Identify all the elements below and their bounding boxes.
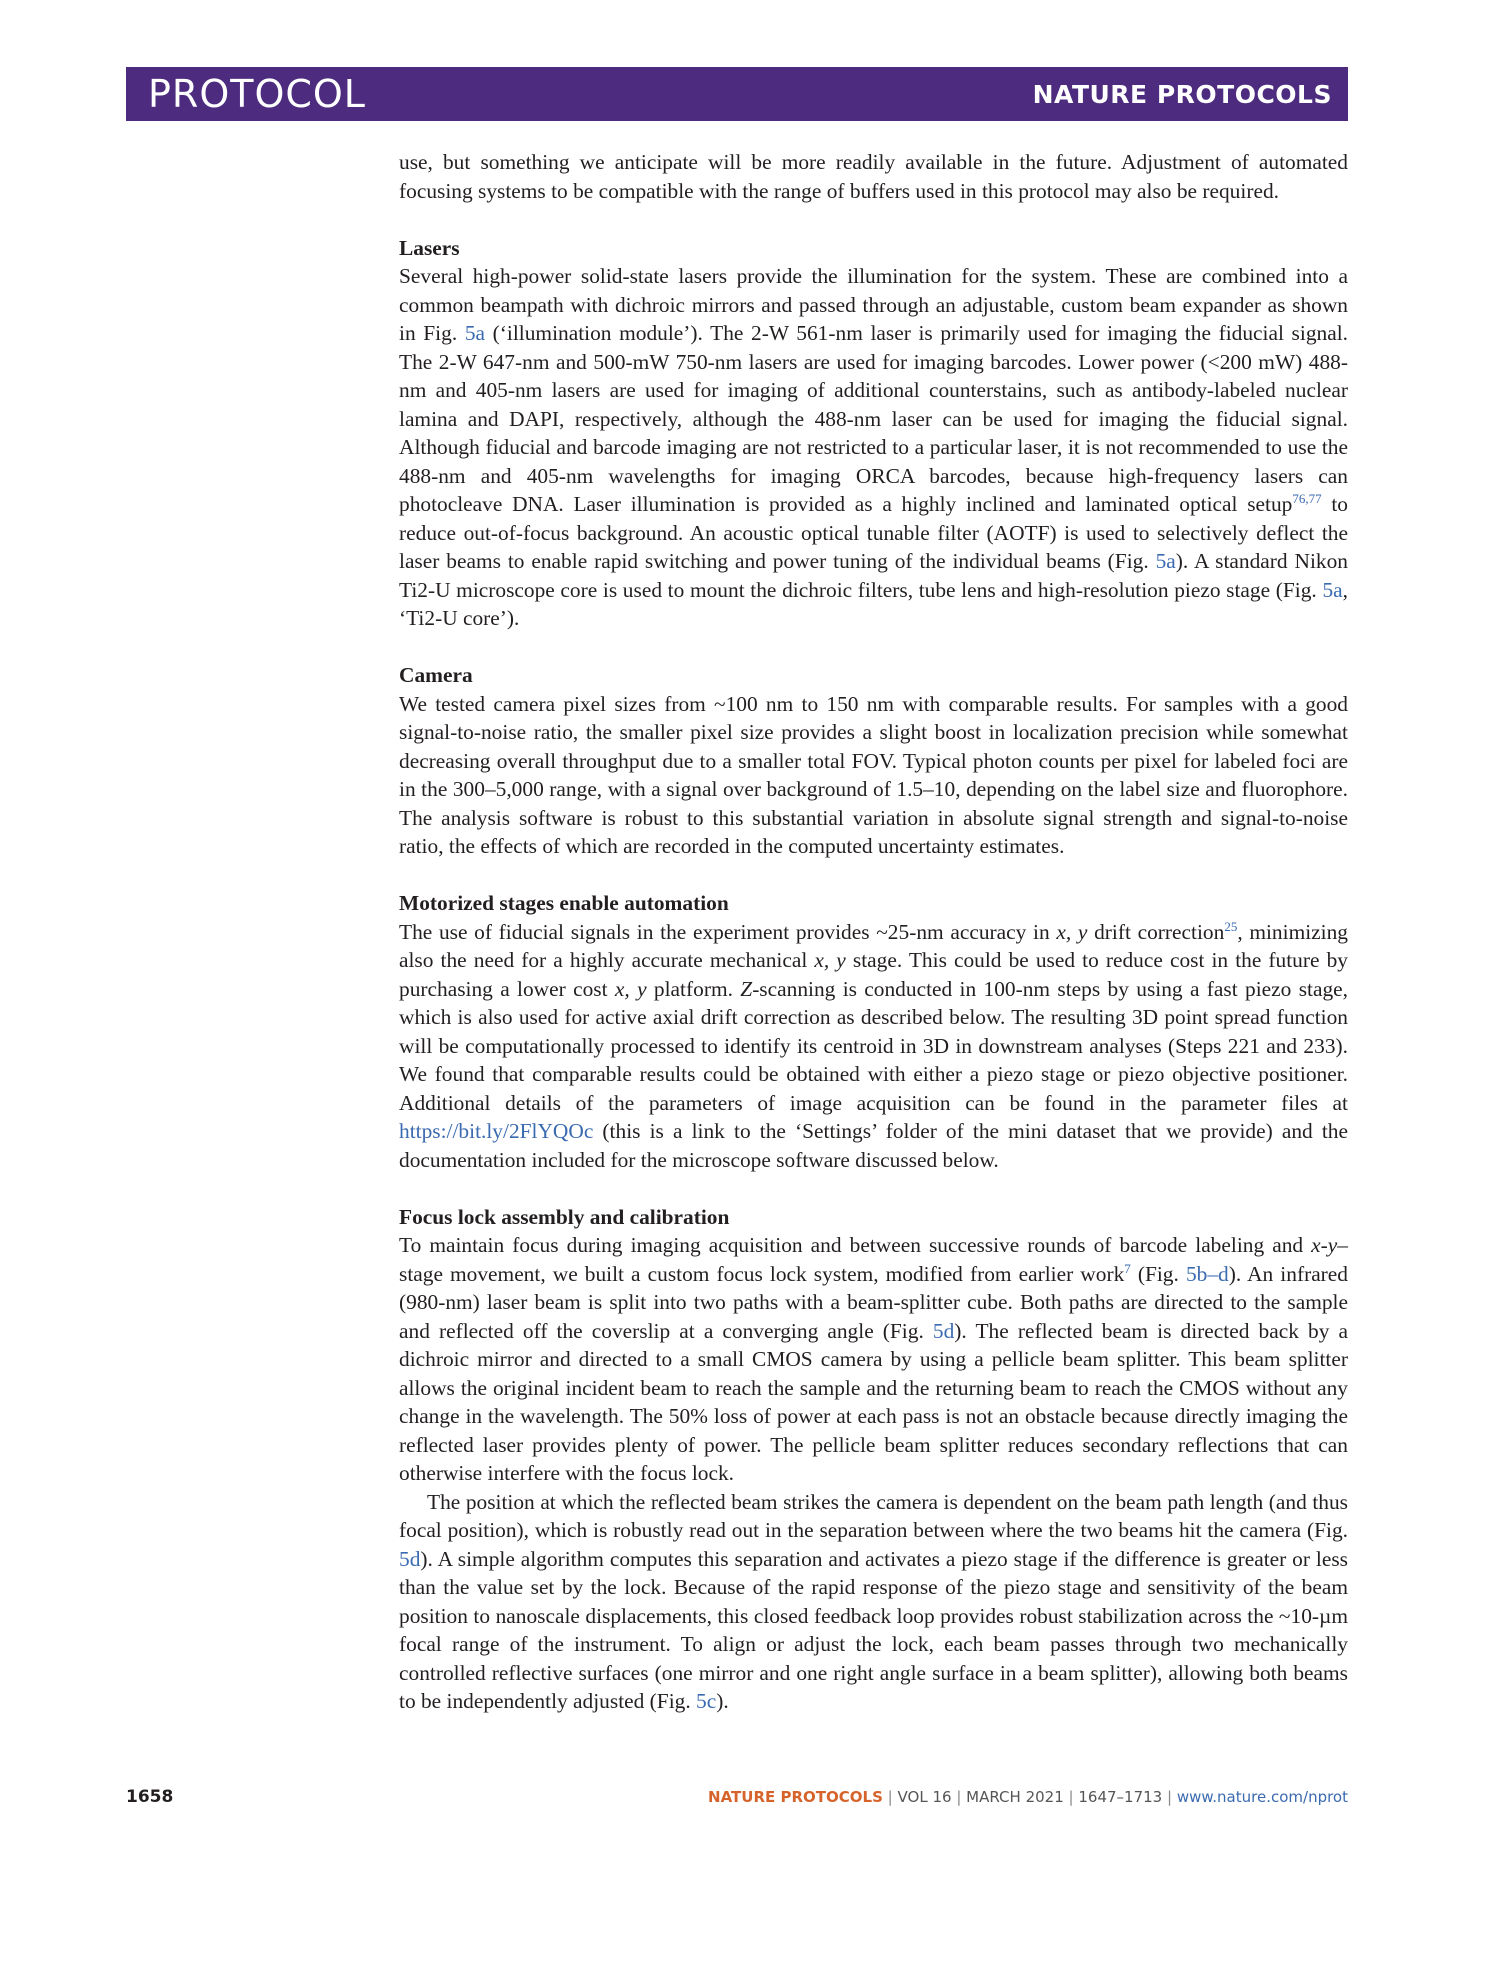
text-run: (Fig. <box>1130 1261 1186 1286</box>
text-run: The use of fiducial signals in the experiment provides ~25-nm accuracy in <box>399 919 1057 944</box>
text-run: , minimizing also the need for a highly accurate mechanical <box>399 919 1348 972</box>
focus-heading: Focus lock assembly and calibration <box>399 1204 730 1229</box>
text-run: -scanning is conducted in 100-nm steps by using a fast piezo stage, which is also used for active axial drift correction as described below. The resulting 3D point spread function will be computationally processed to identify its centroid in 3D in downstream analyses (Steps 221 and 233). We found that comparable results could be obtained with either a piezo stage or piezo objective positioner. Additional details of the parameters of image acquisition can be found in the parameter files at <box>399 976 1348 1115</box>
journal-name: NATURE PROTOCOLS <box>1032 79 1332 109</box>
footer-date: MARCH 2021 <box>966 1788 1064 1806</box>
text-run: ). An infrared (980-nm) laser beam is split into two paths with a beam-splitter cube. Both paths are directed to the sample and reflected off the coverslip at a converging angle (Fig. <box>399 1261 1348 1343</box>
camera-heading: Camera <box>399 663 473 687</box>
footer-separator: | <box>1167 1788 1173 1806</box>
text-run: stage. This could be used to reduce cost in the future by purchasing a lower cost <box>399 948 1348 1001</box>
lasers-section <box>399 234 1348 633</box>
text-run: to reduce out-of-focus background. An acoustic optical tunable filter (AOTF) is used to selectively deflect the laser beams to enable rapid switching and power tuning of the individual beams (Fig. <box>399 492 1348 573</box>
figure-link[interactable]: 5d <box>399 1546 421 1571</box>
text-run: (this is a link to the ‘Settings’ folder of the mini dataset that we provide) and the documentation included for the microscope software discussed below. <box>399 1119 1348 1172</box>
citation-link[interactable]: 7 <box>1124 1260 1131 1276</box>
section-label: PROTOCOL <box>148 72 366 116</box>
footer-volume: VOL 16 <box>897 1788 952 1806</box>
figure-link[interactable]: 5c <box>696 1689 717 1713</box>
text-run: platform. <box>646 976 741 1001</box>
footer-journal: NATURE PROTOCOLS <box>708 1788 883 1806</box>
text-run: , ‘Ti2-U core’). <box>399 577 1348 630</box>
figure-link[interactable]: 5a <box>1155 549 1176 573</box>
italic-text: x, y <box>1056 919 1088 944</box>
text-run: The position at which the reflected beam strikes the camera is dependent on the beam path length (and thus focal position), which is robustly read out in the separation between where the two beams hit the camera (Fig. <box>399 1489 1348 1542</box>
footer-separator: | <box>1068 1788 1074 1806</box>
text-run: Several high-power solid-state lasers provide the illumination for the system. These are combined into a common beampath with dichroic mirrors and passed through an adjustable, custom beam expander as shown in Fig. <box>399 264 1348 345</box>
footer-separator: | <box>956 1788 962 1806</box>
text-run: To maintain focus during imaging acquisition and between successive rounds of barcode labeling and <box>399 1233 1312 1257</box>
italic-text: x-y <box>1311 1233 1338 1257</box>
stages-section <box>399 889 1348 1174</box>
citation-link[interactable]: 25 <box>1224 918 1238 934</box>
text-run: ). A standard Nikon Ti2-U microscope core is used to mount the dichroic filters, tube lens and high-resolution piezo stage (Fig. <box>399 549 1348 602</box>
page-number: 1658 <box>126 1787 174 1807</box>
figure-link[interactable]: 5b–d <box>1185 1261 1229 1286</box>
camera-paragraph: We tested camera pixel sizes from ~100 nm to 150 nm with comparable results. For samples with a good signal-to-noise ratio, the smaller pixel size provides a slight boost in localization precision while somewhat decreasing overall throughput due to a smaller total FOV. Typical photon counts per pixel for labeled foci are in the 300–5,000 range, with a signal over background of 1.5–10, depending on the label size and fluorophore. The analysis software is robust to this substantial variation in absolute signal strength and signal-to-noise ratio, the effects of which are recorded in the computed uncertainty estimates. <box>399 691 1348 858</box>
text-run: –stage movement, we built a custom focus lock system, modified from earlier work <box>399 1233 1348 1286</box>
header-bar <box>126 67 1348 121</box>
figure-link[interactable]: 5a <box>464 321 486 345</box>
focus-paragraph-2 <box>399 1488 1348 1716</box>
figure-link[interactable]: 5a <box>1322 577 1343 602</box>
camera-section <box>399 661 1348 861</box>
lasers-paragraph <box>399 262 1348 633</box>
focus-paragraph <box>399 1231 1348 1488</box>
lasers-heading: Lasers <box>399 235 460 260</box>
dataset-link[interactable]: https://bit.ly/2FlYQOc <box>399 1119 594 1143</box>
intro-paragraph: use, but something we anticipate will be more readily available in the future. Adjustment of automated focusing systems to be compatible with the range of buffers used in this protocol may also be required. <box>399 150 1348 203</box>
footer-pages: 1647–1713 <box>1078 1788 1163 1806</box>
figure-link[interactable]: 5d <box>932 1318 955 1343</box>
italic-text: x, y <box>614 976 647 1001</box>
footer-separator: | <box>887 1788 893 1806</box>
focus-section <box>399 1203 1348 1716</box>
text-run: ). A simple algorithm computes this separation and activates a piezo stage if the difference is greater or less than the value set by the lock. Because of the rapid response of the piezo stage and sensitivity of the beam position to nanoscale displacements, this closed feedback loop provides robust stabilization across the ~10-µm focal range of the instrument. To align or adjust the lock, each beam passes through two mechanically controlled reflective surfaces (one mirror and one right angle surface in a beam splitter), allowing both beams to be independently adjusted (Fig. <box>399 1546 1348 1713</box>
stages-paragraph <box>399 918 1348 1175</box>
stages-heading: Motorized stages enable automation <box>399 891 729 915</box>
italic-text: x, y <box>814 948 846 972</box>
footer-url-link[interactable]: www.nature.com/nprot <box>1176 1788 1348 1806</box>
article-body <box>399 148 1348 1716</box>
footer-citation <box>708 1788 1348 1806</box>
italic-text: Z <box>740 976 753 1001</box>
citation-link[interactable]: 76,77 <box>1292 491 1322 506</box>
text-run: ). <box>716 1689 729 1713</box>
text-run: (‘illumination module’). The 2-W 561-nm laser is primarily used for imaging the fiducial signal. The 2-W 647-nm and 500-mW 750-nm lasers are used for imaging barcodes. Lower power (<200 mW) 488-nm and 405-nm lasers are used for imaging of additional counterstains, such as antibody-labeled nuclear lamina and DAPI, respectively, although the 488-nm laser can be used for imaging the fiducial signal. Although fiducial and barcode imaging are not restricted to a particular laser, it is not recommended to use the 488-nm and 405-nm wavelengths for imaging ORCA barcodes, because high-frequency lasers can photocleave DNA. Laser illumination is provided as a highly inclined and laminated optical setup <box>399 321 1348 516</box>
text-run: ). The reflected beam is directed back by a dichroic mirror and directed to a small CMOS camera by using a pellicle beam splitter. This beam splitter allows the original incident beam to reach the sample and the returning beam to reach the CMOS without any change in the wavelength. The 50% loss of power at each pass is not an obstacle because directly imaging the reflected laser provides plenty of power. The pellicle beam splitter reduces secondary reflections that can otherwise interfere with the focus lock. <box>399 1318 1348 1485</box>
text-run: drift correction <box>1087 919 1225 944</box>
